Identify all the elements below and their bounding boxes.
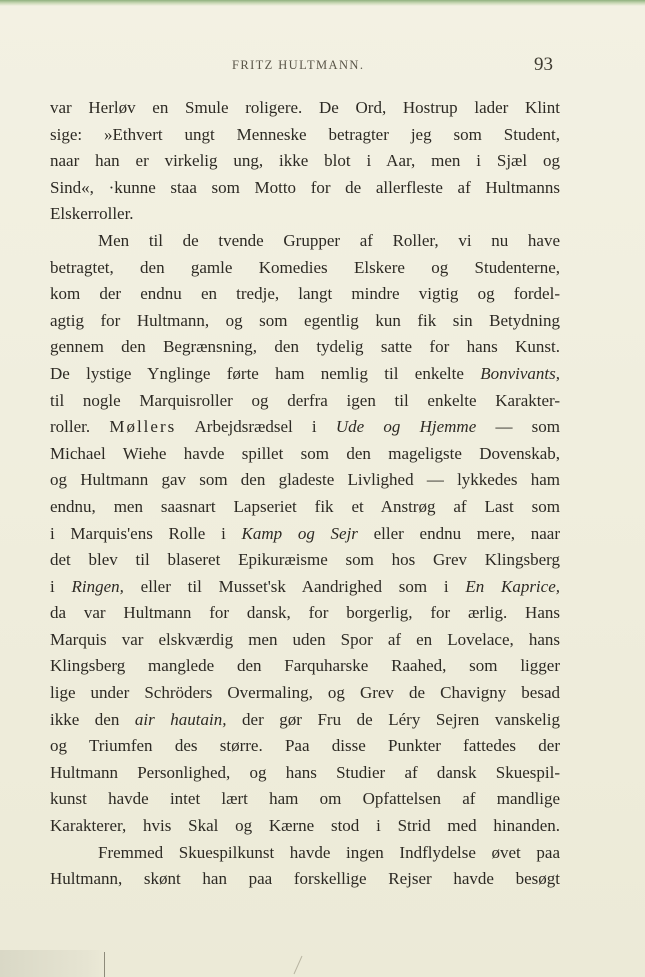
line-text: i: [50, 576, 72, 596]
line-text: eller til Musset'sk Aandrighed som i: [123, 576, 466, 596]
text-line: Hultmann Personlighed, og hans Studier af dansk Skuespil-: [50, 762, 560, 782]
line-text: der gør Fru de Léry Sejren vanskelig: [226, 709, 560, 729]
page-corner-edge: [104, 952, 105, 977]
italic-term: Bonvivants,: [480, 363, 560, 383]
text-line: sige: »Ethvert ungt Menneske betragter jeg som Student,: [50, 124, 560, 144]
text-line: Sind«, ·kunne staa som Motto for de allerfleste af Hultmanns: [50, 177, 560, 197]
text-line: betragtet, den gamle Komedies Elskere og Studenterne,: [50, 257, 560, 277]
text-line: [50, 361, 560, 388]
line-text: i Marquis'ens Rolle i: [50, 523, 242, 543]
line-text: — som: [476, 417, 561, 437]
line-text: ikke den: [50, 709, 135, 729]
page-number: 93: [534, 54, 553, 75]
line-text: eller endnu mere, naar: [357, 523, 560, 543]
text-line: [50, 414, 560, 441]
text-line: Michael Wiehe havde spillet som den mageligste Dovenskab,: [50, 443, 560, 463]
text-line: til nogle Marquisroller og derfra igen til enkelte Karakter-: [50, 390, 560, 410]
italic-title: En Kaprice,: [465, 576, 560, 596]
text-line: lige under Schröders Overmaling, og Grev de Chavigny besad: [50, 683, 560, 703]
italic-title: Ringen,: [71, 576, 124, 596]
text-line: naar han er virkelig ung, ikke blot i Aar, men i Sjæl og: [50, 151, 560, 171]
text-line: kom der endnu en tredje, langt mindre vigtig og fordel-: [50, 284, 560, 304]
text-line: Elskerroller.: [50, 204, 134, 224]
text-line: agtig for Hultmann, og som egentlig kun fik sin Betydning: [50, 310, 560, 330]
pencil-mark-icon: [290, 955, 306, 975]
page-header: [0, 52, 645, 82]
text-line: og Triumfen des større. Paa disse Punkter fattedes der: [50, 736, 560, 756]
text-line: Hultmann, skønt han paa forskellige Rejser havde besøgt: [50, 869, 560, 889]
text-line: og Hultmann gav som den gladeste Livlighed — lykkedes ham: [50, 470, 560, 490]
body-text: [50, 95, 560, 893]
line-text: Arbejdsrædsel i: [176, 417, 336, 437]
line-text: roller.: [50, 417, 110, 437]
text-line: Klingsberg manglede den Farquharske Raahed, som ligger: [50, 656, 560, 676]
text-line: gennem den Begrænsning, den tydelig satte for hans Kunst.: [50, 337, 560, 357]
italic-phrase: air hautain,: [134, 709, 227, 729]
text-line: Marquis var elskværdig men uden Spor af en Lovelace, hans: [50, 629, 560, 649]
page-top-edge: [0, 0, 645, 6]
line-text: De lystige Ynglinge førte ham nemlig til enkelte: [50, 363, 481, 383]
page-corner-stain: [0, 950, 108, 977]
text-line: Karakterer, hvis Skal og Kærne stod i Strid med hinanden.: [50, 816, 560, 836]
text-line: det blev til blaseret Epikuræisme som hos Grev Klingsberg: [50, 550, 560, 570]
italic-title: Kamp og Sejr: [241, 523, 358, 543]
text-line: endnu, men saasnart Lapseriet fik et Anstrøg af Last som: [50, 496, 560, 516]
spaced-name: Møllers: [109, 417, 177, 437]
paragraph-start-line: Fremmed Skuespilkunst havde ingen Indflydelse øvet paa: [98, 842, 560, 862]
text-line: [50, 707, 560, 734]
italic-title: Ude og Hjemme: [335, 417, 477, 437]
text-line: var Herløv en Smule roligere. De Ord, Hostrup lader Klint: [50, 98, 560, 117]
text-line: kunst havde intet lært ham om Opfattelsen af mandlige: [50, 789, 560, 809]
text-line: da var Hultmann for dansk, for borgerlig, for ærlig. Hans: [50, 603, 560, 623]
text-line: [50, 521, 560, 548]
text-line: [50, 574, 560, 601]
paragraph-start-line: Men til de tvende Grupper af Roller, vi nu have: [98, 230, 560, 250]
running-head: FRITZ HULTMANN.: [232, 58, 365, 72]
